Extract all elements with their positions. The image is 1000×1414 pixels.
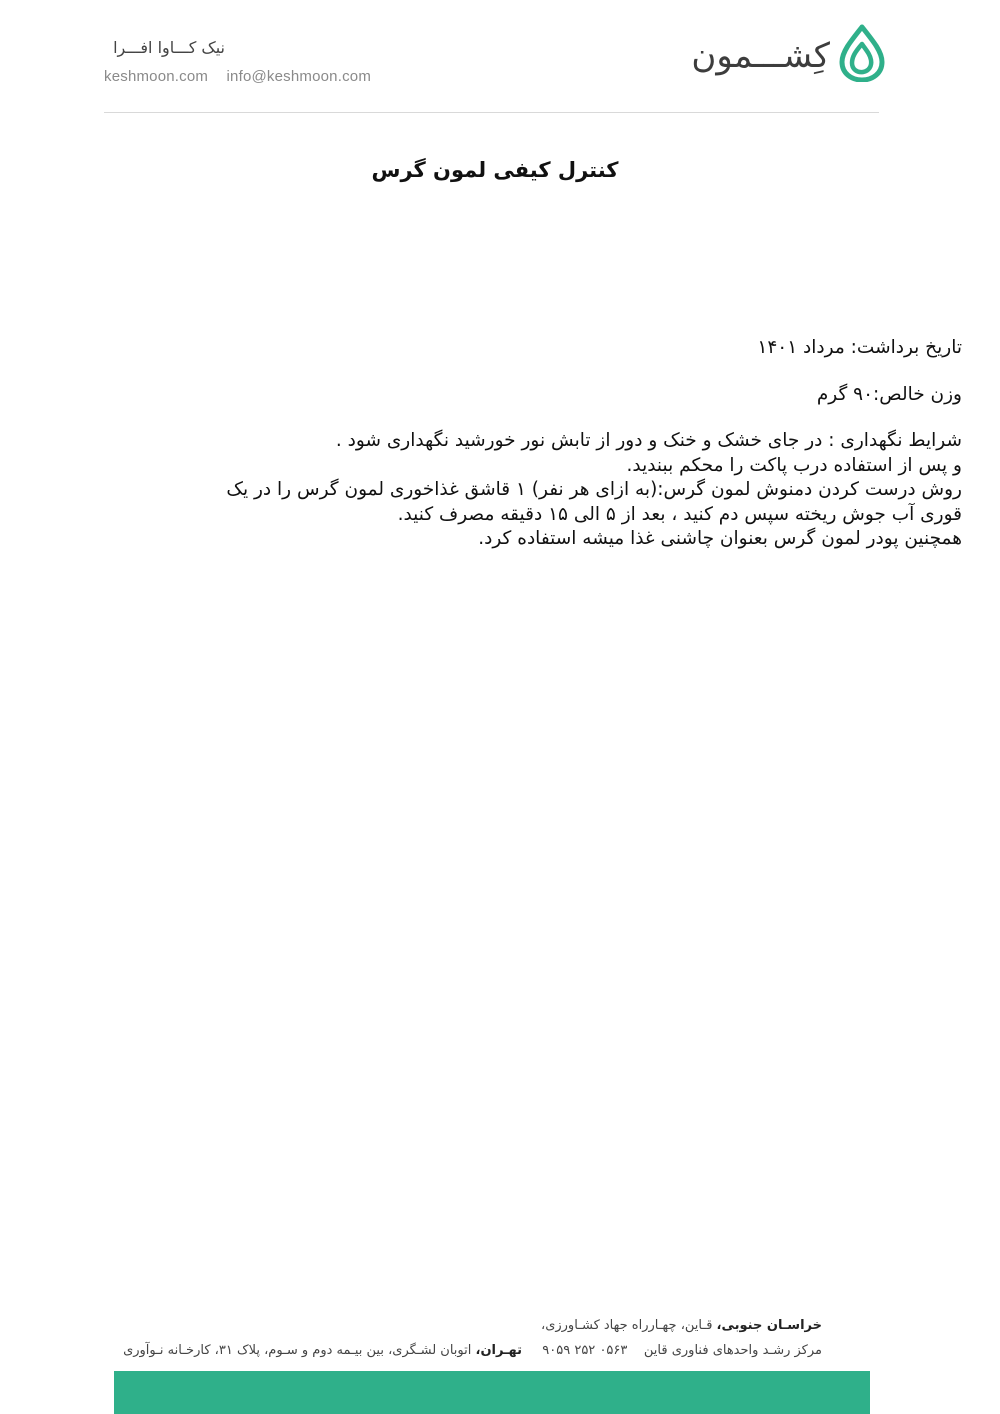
harvest-date: تاریخ برداشت: مرداد ۱۴۰۱ xyxy=(757,337,962,358)
tehran-street: اتوبان لشـگری، بین بیـمه دوم و سـوم، پلاک ۳۱، کارخـانه نـوآوری xyxy=(123,1343,472,1358)
south-khorasan-label: خراسـان جنوبی، xyxy=(716,1318,822,1333)
email-link[interactable]: info@keshmoon.com xyxy=(226,68,372,85)
south-khorasan-street: قـاین، چهـارراه جهاد کشـاورزی، xyxy=(541,1318,713,1333)
usage-note-line: همچنین پودر لمون گرس بعنوان چاشنی غذا میشه استفاده کرد. xyxy=(478,528,962,549)
document-title: کنترل کیفی لمون گرس xyxy=(371,158,619,182)
phone-number[interactable]: ۰۵۶۳ ۲۵۲ ۹۰۵۹ xyxy=(542,1343,628,1358)
letterhead-footer xyxy=(0,1300,1000,1414)
storage-conditions-line: شرایط نگهداری : در جای خشک و خنک و دور از تابش نور خورشید نگهداری شود . xyxy=(335,430,962,451)
header-divider xyxy=(104,112,879,113)
letterhead-header xyxy=(0,0,1000,120)
brand-logo xyxy=(676,22,886,86)
instructions-block xyxy=(60,429,962,552)
footer-color-bar xyxy=(114,1371,870,1414)
company-name: نیک کـــاوا افـــرا xyxy=(113,38,225,57)
brewing-method-line: روش درست کردن دمنوش لمون گرس:(به ازای هر نفر) ۱ قاشق غذاخوری لمون گرس را در یک xyxy=(226,479,962,500)
south-khorasan-address xyxy=(541,1318,822,1333)
website-link[interactable]: keshmoon.com xyxy=(104,68,209,85)
logo-text: کِشـــمون xyxy=(691,36,830,76)
incubator-name: مرکز رشـد واحدهای فناوری قاین xyxy=(643,1343,822,1358)
incubator-line xyxy=(542,1343,822,1358)
tehran-label: تهـران، xyxy=(475,1343,522,1358)
brewing-method-line: قوری آب جوش ریخته سپس دم کنید ، بعد از ۵ الی ۱۵ دقیقه مصرف کنید. xyxy=(397,503,962,525)
contact-line xyxy=(104,68,385,85)
tehran-address xyxy=(123,1343,522,1358)
storage-conditions-line: و پس از استفاده درب پاکت را محکم ببندید. xyxy=(626,454,962,476)
net-weight: وزن خالص:۹۰ گرم xyxy=(816,383,962,405)
drop-swirl-icon xyxy=(838,24,886,82)
document-body xyxy=(60,336,962,552)
